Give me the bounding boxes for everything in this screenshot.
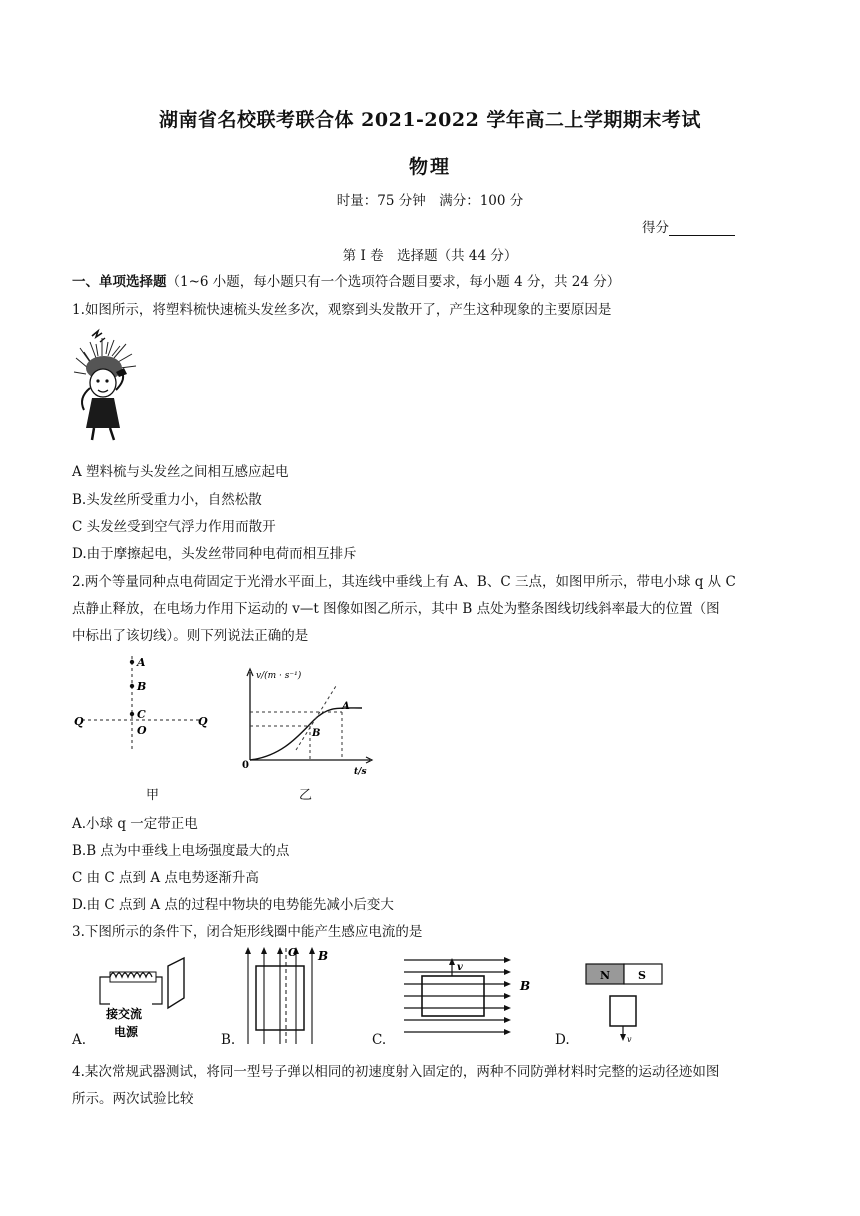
jia-label-o: O [137, 724, 147, 737]
q2-option-a: A.小球 q 一定带正电 [72, 816, 198, 832]
q2-stem-line-3: 中标出了该切线）。则下列说法正确的是 [72, 628, 309, 644]
q3a-source-label: 接交流 [106, 1007, 143, 1021]
magnet-s-label: S [638, 969, 646, 982]
q3-option-b: B. [221, 1032, 236, 1048]
yi-label-a: A [342, 701, 350, 712]
q3d-velocity-label: v [627, 1035, 632, 1044]
figure-jia [70, 648, 220, 758]
q2-option-b: B.B 点为中垂线上电场强度最大的点 [72, 843, 290, 859]
yi-label-b: B [312, 728, 321, 739]
jia-label-c: C [137, 708, 146, 721]
jia-label-q-right: Q [198, 715, 208, 728]
score-field [642, 216, 735, 236]
q4-stem-line-1: 4.某次常规武器测试，将同一型号子弹以相同的初速度射入固定的，两种不同防弹材料时完整的运动径迹如图 [72, 1064, 720, 1080]
figure-yi-caption: 乙 [299, 788, 313, 803]
jia-label-a: A [137, 656, 146, 669]
section-heading: 第 I 卷 选择题（共 44 分） [342, 248, 518, 264]
q3-stem: 3.下图所示的条件下，闭合矩形线圈中能产生感应电流的是 [72, 924, 423, 940]
q2-option-c: C 由 C 点到 A 点电势逐渐升高 [72, 870, 259, 886]
q3-figure-a [92, 956, 192, 1044]
q2-stem-line-2: 点静止释放，在电场力作用下运动的 v—t 图像如图乙所示，其中 B 点处为整条图线切线斜率最大的位置（图 [72, 601, 720, 617]
yi-x-axis-label: t/s [354, 767, 367, 776]
q1-option-a: A 塑料梳与头发丝之间相互感应起电 [72, 464, 289, 480]
exam-title: 湖南省名校联考联合体 2021-2022 学年高二上学期期末考试 [159, 109, 701, 131]
exam-subject: 物理 [408, 156, 451, 178]
q3c-velocity-label: v [457, 962, 463, 973]
q3-figure-d [584, 962, 674, 1044]
q1-option-c: C 头发丝受到空气浮力作用而散开 [72, 519, 276, 535]
q3c-field-label: B [520, 979, 531, 993]
figure-jia-caption: 甲 [146, 788, 160, 803]
q3-option-a: A. [72, 1032, 87, 1048]
q3b-axis-label: O [288, 946, 298, 959]
q3-option-c: C. [372, 1032, 387, 1048]
svg-text:电源: 电源 [114, 1025, 139, 1039]
q2-stem-line-1: 2.两个等量同种点电荷固定于光滑水平面上，其连线中垂线上有 A、B、C 三点，如图甲所示，带电小球 q 从 C [72, 574, 736, 590]
score-label: 得分 [642, 220, 669, 236]
yi-origin: 0 [242, 760, 249, 771]
score-blank [669, 221, 735, 236]
q2-option-d: D.由 C 点到 A 点的过程中物块的电势能先减小后变大 [72, 897, 394, 913]
q1-option-b: B.头发丝所受重力小，自然松散 [72, 492, 262, 508]
q3-option-d: D. [555, 1032, 570, 1048]
yi-y-axis-label: v/(m · s⁻¹) [256, 671, 302, 681]
q3-figure-b [240, 944, 340, 1048]
part1-instructions: （1~6 小题，每小题只有一个选项符合题目要求，每小题 4 分，共 24 分） [166, 274, 621, 290]
part1-title: 一、单项选择题 [72, 274, 167, 290]
magnet-n-label: N [600, 969, 611, 982]
q3-figure-c [400, 954, 540, 1036]
jia-label-q-left: Q [74, 715, 84, 728]
q1-option-d: D.由于摩擦起电，头发丝带同种电荷而相互排斥 [72, 546, 357, 562]
hair-figure [70, 328, 150, 443]
exam-meta: 时量：75 分钟 满分：100 分 [336, 193, 524, 209]
jia-label-b: B [137, 680, 147, 693]
part1-heading [72, 270, 620, 290]
q3b-field-label: B [318, 949, 329, 963]
figure-yi [238, 664, 378, 776]
q1-stem: 1.如图所示，将塑料梳快速梳头发丝多次，观察到头发散开了，产生这种现象的主要原因是 [72, 302, 612, 318]
q4-stem-line-2: 所示。两次试验比较 [72, 1091, 194, 1107]
